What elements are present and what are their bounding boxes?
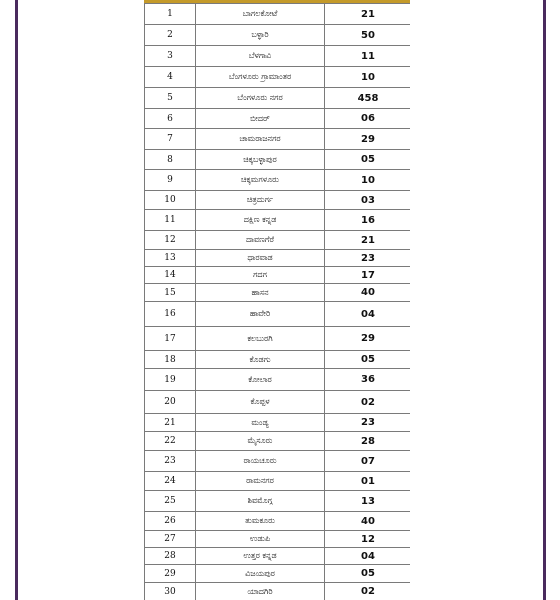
serial-number-cell: 24: [145, 472, 196, 491]
count-cell: 36: [325, 369, 411, 391]
table-row: [145, 109, 411, 129]
count-cell: 01: [325, 472, 411, 491]
count-cell: 03: [325, 191, 411, 210]
table-row: [145, 67, 411, 88]
count-cell: 10: [325, 170, 411, 191]
table-row: [145, 451, 411, 472]
serial-number-cell: 21: [145, 414, 196, 432]
district-name-cell: ಬೆಂಗಳೂರು ಗ್ರಾಮಾಂತರ: [196, 67, 325, 88]
table-row: [145, 46, 411, 67]
table-row: [145, 531, 411, 548]
district-name-cell: ಬೆಳಗಾವಿ: [196, 46, 325, 67]
district-name-cell: ಚಿತ್ರದುರ್ಗ: [196, 191, 325, 210]
serial-number-cell: 8: [145, 150, 196, 170]
table-row: [145, 4, 411, 25]
table-row: [145, 391, 411, 414]
serial-number-cell: 28: [145, 548, 196, 565]
serial-number-cell: 14: [145, 267, 196, 284]
count-cell: 05: [325, 565, 411, 583]
table-row: [145, 327, 411, 351]
table-row: [145, 565, 411, 583]
table-row: [145, 369, 411, 391]
serial-number-cell: 2: [145, 25, 196, 46]
district-name-cell: ಕೋಲಾರ: [196, 369, 325, 391]
district-name-cell: ಬೀದರ್: [196, 109, 325, 129]
page-border-right: [543, 0, 546, 600]
count-cell: 04: [325, 302, 411, 327]
serial-number-cell: 6: [145, 109, 196, 129]
district-name-cell: ಚಿಕ್ಕಮಗಳೂರು: [196, 170, 325, 191]
district-name-cell: ಹಾವೇರಿ: [196, 302, 325, 327]
serial-number-cell: 18: [145, 351, 196, 369]
district-name-cell: ಬಳ್ಳಾರಿ: [196, 25, 325, 46]
district-name-cell: ಉಡುಪಿ: [196, 531, 325, 548]
serial-number-cell: 25: [145, 491, 196, 512]
district-name-cell: ಉತ್ತರ ಕನ್ನಡ: [196, 548, 325, 565]
table-row: [145, 191, 411, 210]
table-row: [145, 512, 411, 531]
count-cell: 04: [325, 548, 411, 565]
serial-number-cell: 30: [145, 583, 196, 600]
district-name-cell: ಚಿಕ್ಕಬಳ್ಳಾಪುರ: [196, 150, 325, 170]
table-row: [145, 351, 411, 369]
count-cell: 28: [325, 432, 411, 451]
serial-number-cell: 16: [145, 302, 196, 327]
table-row: [145, 88, 411, 109]
table-row: [145, 583, 411, 600]
count-cell: 23: [325, 414, 411, 432]
district-name-cell: ರಾಮನಗರ: [196, 472, 325, 491]
page-border-left: [15, 0, 18, 600]
table-row: [145, 302, 411, 327]
serial-number-cell: 11: [145, 210, 196, 231]
district-name-cell: ತುಮಕೂರು: [196, 512, 325, 531]
count-cell: 07: [325, 451, 411, 472]
table-row: [145, 25, 411, 46]
district-name-cell: ದಾವಣಗೆರೆ: [196, 231, 325, 250]
table-row: [145, 231, 411, 250]
count-cell: 458: [325, 88, 411, 109]
district-name-cell: ಕಲಬುರಗಿ: [196, 327, 325, 351]
table-row: [145, 129, 411, 150]
district-name-cell: ಕೊಡಗು: [196, 351, 325, 369]
district-name-cell: ಕೊಪ್ಪಳ: [196, 391, 325, 414]
count-cell: 16: [325, 210, 411, 231]
district-name-cell: ದಕ್ಷಿಣ ಕನ್ನಡ: [196, 210, 325, 231]
table-row: [145, 210, 411, 231]
count-cell: 40: [325, 512, 411, 531]
count-cell: 05: [325, 150, 411, 170]
district-name-cell: ಯಾದಗಿರಿ: [196, 583, 325, 600]
table-row: [145, 414, 411, 432]
district-name-cell: ಮಂಡ್ಯ: [196, 414, 325, 432]
district-name-cell: ವಿಜಯಪುರ: [196, 565, 325, 583]
table-row: [145, 150, 411, 170]
count-cell: 02: [325, 583, 411, 600]
district-table-container: [144, 0, 410, 600]
serial-number-cell: 1: [145, 4, 196, 25]
district-name-cell: ಶಿವಮೊಗ್ಗ: [196, 491, 325, 512]
serial-number-cell: 20: [145, 391, 196, 414]
serial-number-cell: 27: [145, 531, 196, 548]
count-cell: 10: [325, 67, 411, 88]
serial-number-cell: 19: [145, 369, 196, 391]
district-name-cell: ಬೆಂಗಳೂರು ನಗರ: [196, 88, 325, 109]
count-cell: 06: [325, 109, 411, 129]
serial-number-cell: 4: [145, 67, 196, 88]
table-row: [145, 432, 411, 451]
serial-number-cell: 12: [145, 231, 196, 250]
count-cell: 21: [325, 231, 411, 250]
count-cell: 12: [325, 531, 411, 548]
count-cell: 40: [325, 284, 411, 302]
count-cell: 23: [325, 250, 411, 267]
serial-number-cell: 10: [145, 191, 196, 210]
district-name-cell: ರಾಯಚೂರು: [196, 451, 325, 472]
serial-number-cell: 29: [145, 565, 196, 583]
count-cell: 02: [325, 391, 411, 414]
table-row: [145, 267, 411, 284]
district-name-cell: ಚಾಮರಾಜನಗರ: [196, 129, 325, 150]
table-row: [145, 548, 411, 565]
district-table: [144, 3, 410, 600]
count-cell: 05: [325, 351, 411, 369]
serial-number-cell: 13: [145, 250, 196, 267]
count-cell: 17: [325, 267, 411, 284]
count-cell: 13: [325, 491, 411, 512]
table-row: [145, 170, 411, 191]
table-row: [145, 472, 411, 491]
serial-number-cell: 7: [145, 129, 196, 150]
count-cell: 21: [325, 4, 411, 25]
serial-number-cell: 9: [145, 170, 196, 191]
district-name-cell: ಹಾಸನ: [196, 284, 325, 302]
count-cell: 50: [325, 25, 411, 46]
serial-number-cell: 17: [145, 327, 196, 351]
table-row: [145, 491, 411, 512]
table-row: [145, 284, 411, 302]
serial-number-cell: 26: [145, 512, 196, 531]
table-row: [145, 250, 411, 267]
count-cell: 11: [325, 46, 411, 67]
serial-number-cell: 23: [145, 451, 196, 472]
serial-number-cell: 3: [145, 46, 196, 67]
count-cell: 29: [325, 129, 411, 150]
count-cell: 29: [325, 327, 411, 351]
district-name-cell: ಗದಗ: [196, 267, 325, 284]
serial-number-cell: 15: [145, 284, 196, 302]
district-name-cell: ಮೈಸೂರು: [196, 432, 325, 451]
serial-number-cell: 22: [145, 432, 196, 451]
district-name-cell: ಬಾಗಲಕೋಟೆ: [196, 4, 325, 25]
district-name-cell: ಧಾರವಾಡ: [196, 250, 325, 267]
serial-number-cell: 5: [145, 88, 196, 109]
